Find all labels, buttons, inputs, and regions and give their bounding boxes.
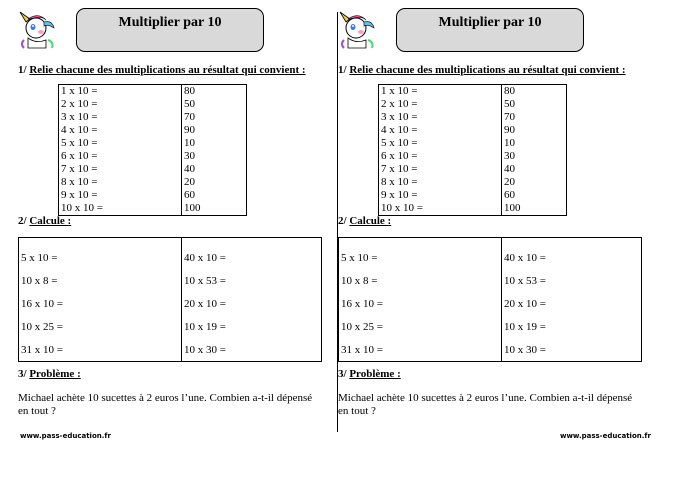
exercise1-number: 1/	[18, 64, 27, 76]
calc-item: 5 x 10 =	[341, 252, 378, 264]
worksheet-left	[14, 0, 334, 480]
calculation-table	[18, 237, 322, 362]
title-box	[76, 8, 264, 52]
table-row: 4 x 10 = 90	[379, 124, 567, 137]
exercise3-number: 3/	[338, 368, 347, 380]
table-row: 10 x 10 = 100	[379, 202, 567, 216]
table-row: 2 x 10 = 50	[379, 98, 567, 111]
table-row: 5 x 10 = 10	[379, 137, 567, 150]
table-row: 9 x 10 = 60	[59, 189, 247, 202]
calc-item: 16 x 10 =	[341, 298, 383, 310]
problem-text: Michael achète 10 sucettes à 2 euros l’une. Combien a-t-il dépensé en tout ?	[18, 392, 313, 417]
exercise1-heading	[18, 64, 306, 76]
problem-text: Michael achète 10 sucettes à 2 euros l’une. Combien a-t-il dépensé en tout ?	[338, 392, 633, 417]
calc-item: 10 x 53 =	[504, 275, 546, 287]
calc-item: 31 x 10 =	[341, 344, 383, 356]
calc-item: 10 x 19 =	[184, 321, 226, 333]
calc-item: 20 x 10 =	[504, 298, 546, 310]
title-box	[396, 8, 584, 52]
table-row: 8 x 10 = 20	[379, 176, 567, 189]
exercise1-title: Relie chacune des multiplications au résultat qui convient :	[29, 64, 306, 76]
exercise3-heading	[18, 368, 81, 380]
table-row: 8 x 10 = 20	[59, 176, 247, 189]
calc-column-left	[19, 238, 182, 361]
calculation-table	[338, 237, 642, 362]
calc-item: 10 x 30 =	[504, 344, 546, 356]
table-row: 9 x 10 = 60	[379, 189, 567, 202]
page-title: Multiplier par 10	[118, 15, 222, 30]
calc-item: 40 x 10 =	[504, 252, 546, 264]
footer-url: www.pass-education.fr	[20, 432, 111, 440]
table-row: 3 x 10 = 70	[59, 111, 247, 124]
calc-item: 40 x 10 =	[184, 252, 226, 264]
calc-item: 5 x 10 =	[21, 252, 58, 264]
table-row: 1 x 10 = 80	[59, 85, 247, 99]
exercise1-title: Relie chacune des multiplications au résultat qui convient :	[349, 64, 626, 76]
unicorn-mascot-icon	[16, 10, 60, 50]
calc-item: 10 x 30 =	[184, 344, 226, 356]
calc-item: 16 x 10 =	[21, 298, 63, 310]
table-row: 2 x 10 = 50	[59, 98, 247, 111]
exercise2-heading	[338, 215, 391, 227]
calc-item: 10 x 19 =	[504, 321, 546, 333]
worksheet-right	[334, 0, 654, 480]
table-row: 1 x 10 = 80	[379, 85, 567, 99]
exercise3-heading	[338, 368, 401, 380]
table-row: 10 x 10 = 100	[59, 202, 247, 216]
exercise2-number: 2/	[18, 215, 27, 227]
matching-table	[58, 84, 247, 216]
calc-item: 10 x 53 =	[184, 275, 226, 287]
table-row: 7 x 10 = 40	[59, 163, 247, 176]
calc-column-right	[182, 238, 321, 361]
calc-item: 20 x 10 =	[184, 298, 226, 310]
exercise2-number: 2/	[338, 215, 347, 227]
footer-url: www.pass-education.fr	[560, 432, 651, 440]
exercise2-title: Calcule :	[29, 215, 72, 227]
exercise1-heading	[338, 64, 626, 76]
table-row: 6 x 10 = 30	[59, 150, 247, 163]
exercise3-number: 3/	[18, 368, 27, 380]
table-row: 6 x 10 = 30	[379, 150, 567, 163]
exercise3-title: Problème :	[349, 368, 401, 380]
table-row: 5 x 10 = 10	[59, 137, 247, 150]
exercise3-title: Problème :	[29, 368, 81, 380]
calc-column-right	[502, 238, 641, 361]
calc-item: 10 x 8 =	[21, 275, 58, 287]
table-row: 3 x 10 = 70	[379, 111, 567, 124]
table-row: 4 x 10 = 90	[59, 124, 247, 137]
exercise2-heading	[18, 215, 71, 227]
calc-item: 31 x 10 =	[21, 344, 63, 356]
calc-item: 10 x 8 =	[341, 275, 378, 287]
calc-column-left	[339, 238, 502, 361]
table-row: 7 x 10 = 40	[379, 163, 567, 176]
page-title: Multiplier par 10	[438, 15, 542, 30]
unicorn-mascot-icon	[336, 10, 380, 50]
exercise1-number: 1/	[338, 64, 347, 76]
calc-item: 10 x 25 =	[341, 321, 383, 333]
exercise2-title: Calcule :	[349, 215, 392, 227]
calc-item: 10 x 25 =	[21, 321, 63, 333]
matching-table	[378, 84, 567, 216]
